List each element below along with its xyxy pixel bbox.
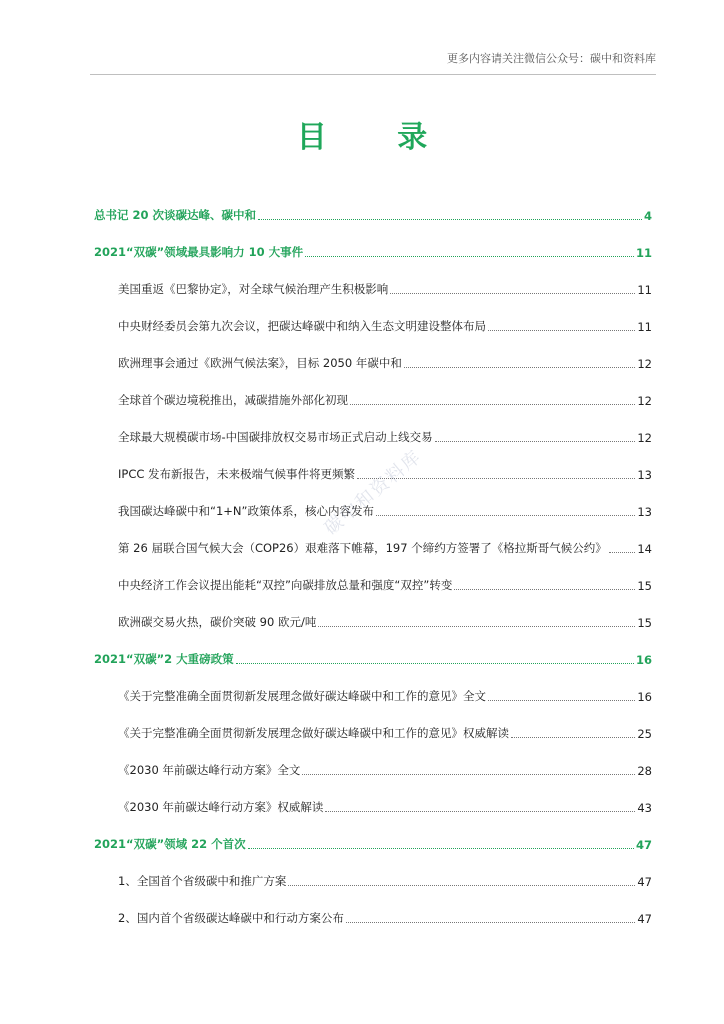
toc-entry-text: 全球最大规模碳市场-中国碳排放权交易市场正式启动上线交易 (118, 430, 433, 444)
toc-page-number: 11 (637, 320, 652, 334)
toc-entry-text: 2021“双碳”领域 22 个首次 (94, 837, 246, 851)
toc-page-number: 13 (637, 468, 652, 482)
toc-subentry[interactable] (94, 852, 652, 889)
toc-page-number: 15 (637, 579, 652, 593)
header-note: 更多内容请关注微信公众号：碳中和资料库 (447, 52, 656, 65)
toc-entry-text: 全球首个碳边境税推出，减碳措施外部化初现 (118, 393, 348, 407)
toc-page-number: 12 (637, 394, 652, 408)
toc-entry-text: IPCC 发布新报告，未来极端气候事件将更频繁 (118, 467, 356, 481)
toc-subentry[interactable] (94, 704, 652, 741)
watermark: 碳中和资料库 (320, 445, 426, 540)
toc-leader-dots (305, 256, 634, 257)
toc-entry-text: 美国重返《巴黎协定》，对全球气候治理产生积极影响 (118, 282, 389, 296)
toc-leader-dots (236, 663, 634, 664)
toc-leader-dots (350, 404, 635, 405)
page-title: 目 录 (296, 120, 458, 155)
toc-leader-dots (288, 885, 635, 886)
toc-entry-text: 中央经济工作会议提出能耗“双控”向碳排放总量和强度“双控”转变 (118, 578, 453, 592)
toc-entry-text: 《关于完整准确全面贯彻新发展理念做好碳达峰碳中和工作的意见》权威解读 (118, 726, 509, 740)
toc-page-number: 12 (637, 431, 652, 445)
toc-entry-text: 2021“双碳”领域最具影响力 10 大事件 (94, 245, 304, 259)
toc-entry-text: 中央财经委员会第九次会议，把碳达峰碳中和纳入生态文明建设整体布局 (118, 319, 486, 333)
toc-leader-dots (454, 589, 635, 590)
toc-entry-text: 《2030 年前碳达峰行动方案》权威解读 (118, 800, 324, 814)
toc-leader-dots (435, 441, 636, 442)
toc-subentry[interactable] (94, 593, 652, 630)
toc-subentry[interactable] (94, 889, 652, 926)
toc-section-entry[interactable] (94, 815, 652, 852)
toc-page-number: 16 (637, 690, 652, 704)
toc-entry-text: 欧洲理事会通过《欧洲气候法案》，目标 2050 年碳中和 (118, 356, 402, 370)
toc-page-number: 16 (635, 653, 652, 667)
toc-subentry[interactable] (94, 556, 652, 593)
toc-page-number: 12 (637, 357, 652, 371)
toc-entry-text: 2021“双碳”2 大重磅政策 (94, 652, 234, 666)
toc-page-number: 11 (637, 283, 652, 297)
toc-entry-text: 欧洲碳交易火热，碳价突破 90 欧元/吨 (118, 615, 317, 629)
toc-section-entry[interactable] (94, 186, 652, 223)
toc-page-number: 47 (635, 838, 652, 852)
toc-entry-text: 2、国内首个省级碳达峰碳中和行动方案公布 (118, 911, 344, 925)
toc-page-number: 4 (643, 209, 652, 223)
toc-leader-dots (488, 330, 635, 331)
toc-leader-dots (376, 515, 635, 516)
toc-page-number: 43 (637, 801, 652, 815)
toc-leader-dots (325, 811, 635, 812)
toc-leader-dots (404, 367, 636, 368)
toc-subentry[interactable] (94, 667, 652, 704)
toc-entry-text: 我国碳达峰碳中和“1+N”政策体系，核心内容发布 (118, 504, 374, 518)
toc-leader-dots (302, 774, 635, 775)
toc-subentry[interactable] (94, 260, 652, 297)
toc-subentry[interactable] (94, 741, 652, 778)
toc-section-entry[interactable] (94, 223, 652, 260)
toc-page-number: 47 (637, 912, 652, 926)
header-divider (90, 74, 656, 75)
toc-entry-text: 《2030 年前碳达峰行动方案》全文 (118, 763, 301, 777)
toc-subentry[interactable] (94, 334, 652, 371)
toc-leader-dots (248, 848, 634, 849)
table-of-contents (94, 186, 652, 926)
toc-section-entry[interactable] (94, 630, 652, 667)
toc-page-number: 47 (637, 875, 652, 889)
toc-entry-text: 《关于完整准确全面贯彻新发展理念做好碳达峰碳中和工作的意见》全文 (118, 689, 486, 703)
toc-subentry[interactable] (94, 297, 652, 334)
toc-page-number: 13 (637, 505, 652, 519)
toc-page-number: 15 (637, 616, 652, 630)
toc-leader-dots (488, 700, 635, 701)
toc-leader-dots (318, 626, 635, 627)
toc-entry-text: 1、全国首个省级碳中和推广方案 (118, 874, 287, 888)
toc-page-number: 25 (637, 727, 652, 741)
toc-leader-dots (346, 922, 636, 923)
toc-subentry[interactable] (94, 519, 652, 556)
toc-subentry[interactable] (94, 408, 652, 445)
toc-leader-dots (390, 293, 635, 294)
toc-leader-dots (609, 552, 636, 553)
toc-entry-text: 总书记 20 次谈碳达峰、碳中和 (94, 208, 257, 222)
toc-page-number: 28 (637, 764, 652, 778)
toc-subentry[interactable] (94, 778, 652, 815)
toc-subentry[interactable] (94, 371, 652, 408)
toc-leader-dots (258, 219, 642, 220)
toc-page-number: 14 (637, 542, 652, 556)
toc-entry-text: 第 26 届联合国气候大会（COP26）艰难落下帷幕，197 个缔约方签署了《格拉斯哥气候公约》 (118, 541, 607, 555)
toc-page-number: 11 (635, 246, 652, 260)
toc-leader-dots (511, 737, 635, 738)
